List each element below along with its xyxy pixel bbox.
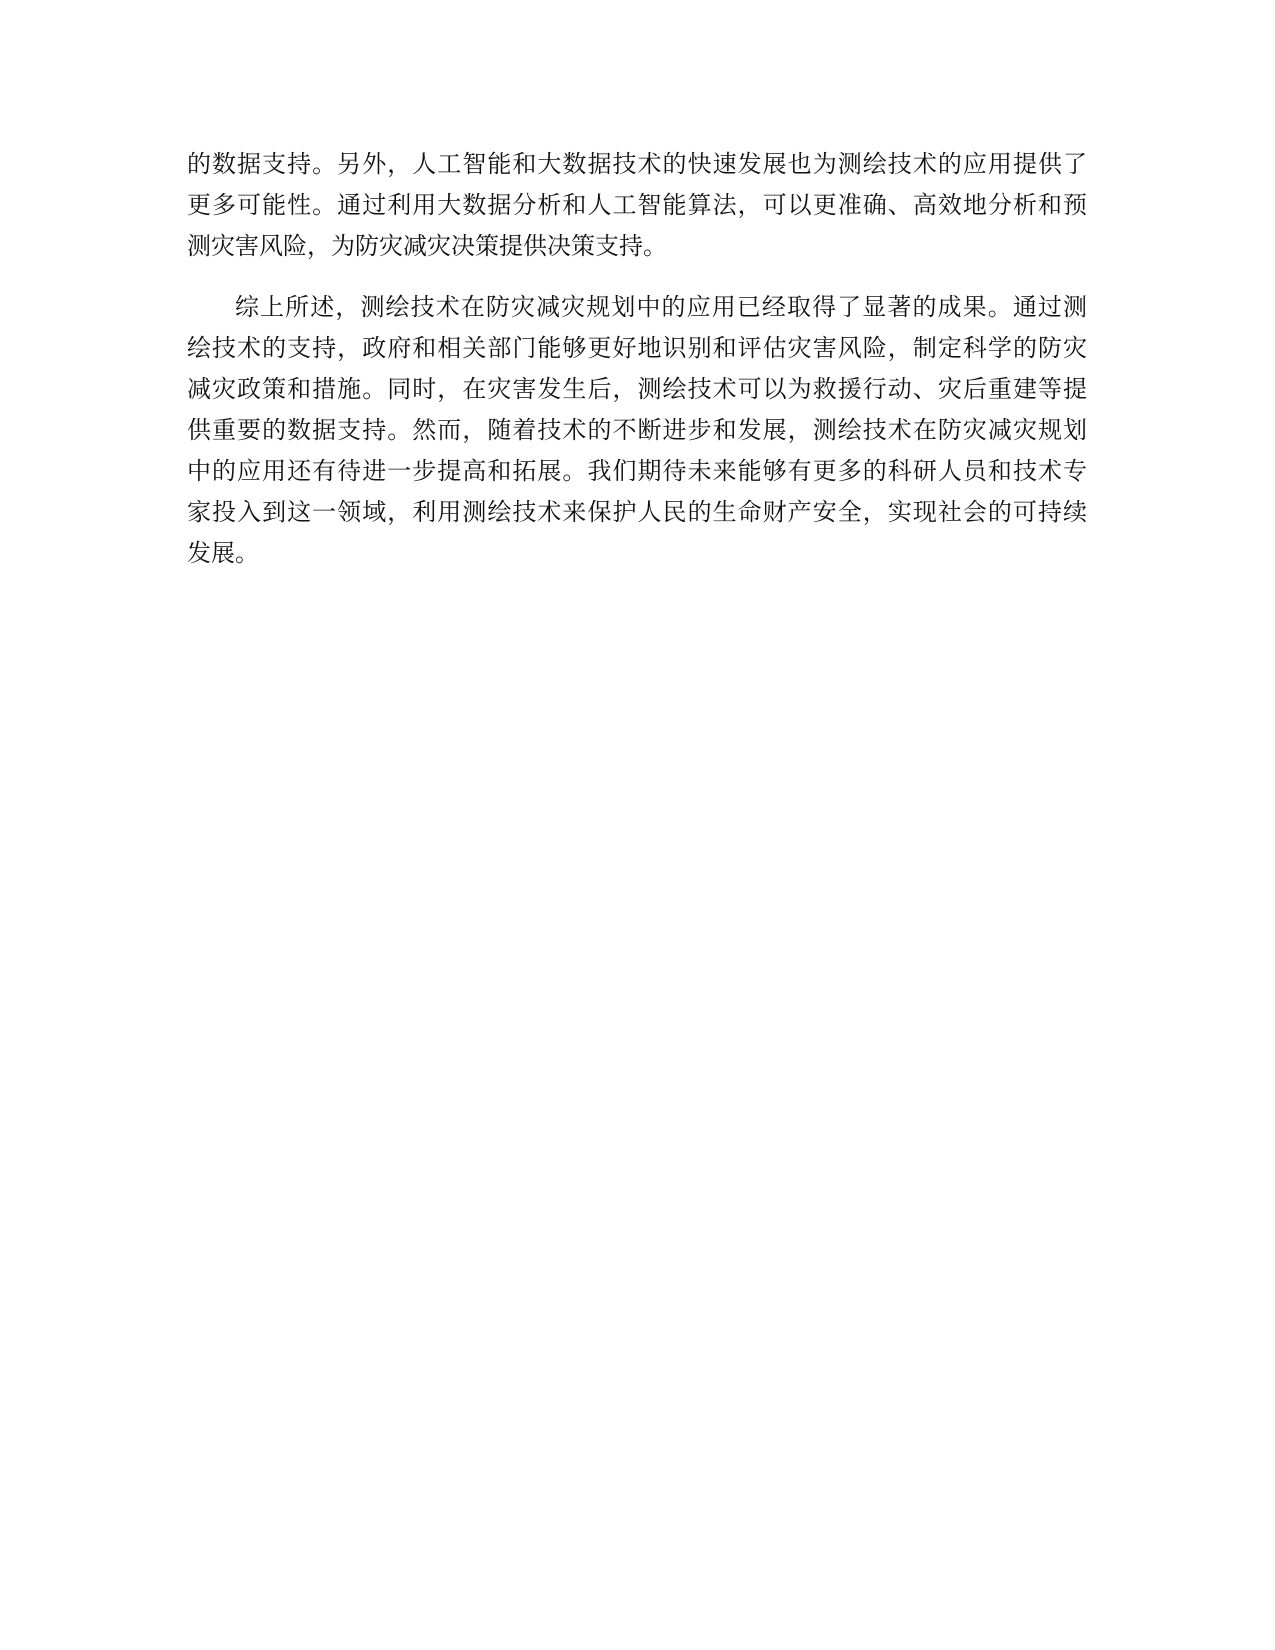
text-line: 家投入到这一领域，利用测绘技术来保护人民的生命财产安全，实现社会的可持续 [187,498,1087,526]
text-line: 减灾政策和措施。同时，在灾害发生后，测绘技术可以为救援行动、灾后重建等提 [187,375,1087,403]
paragraph-1 [187,144,1087,267]
text-line: 综上所述，测绘技术在防灾减灾规划中的应用已经取得了显著的成果。通过测 [235,293,1087,321]
document-body [187,144,1087,574]
text-line: 测灾害风险，为防灾减灾决策提供决策支持。 [187,232,667,260]
text-line: 更多可能性。通过利用大数据分析和人工智能算法，可以更准确、高效地分析和预 [187,191,1087,219]
paragraph-2 [187,287,1087,574]
text-line: 供重要的数据支持。然而，随着技术的不断进步和发展，测绘技术在防灾减灾规划 [187,416,1087,444]
text-line: 的数据支持。另外，人工智能和大数据技术的快速发展也为测绘技术的应用提供了 [187,150,1087,178]
text-line: 发展。 [187,539,259,567]
text-line: 绘技术的支持，政府和相关部门能够更好地识别和评估灾害风险，制定科学的防灾 [187,334,1087,362]
text-line: 中的应用还有待进一步提高和拓展。我们期待未来能够有更多的科研人员和技术专 [187,457,1087,485]
